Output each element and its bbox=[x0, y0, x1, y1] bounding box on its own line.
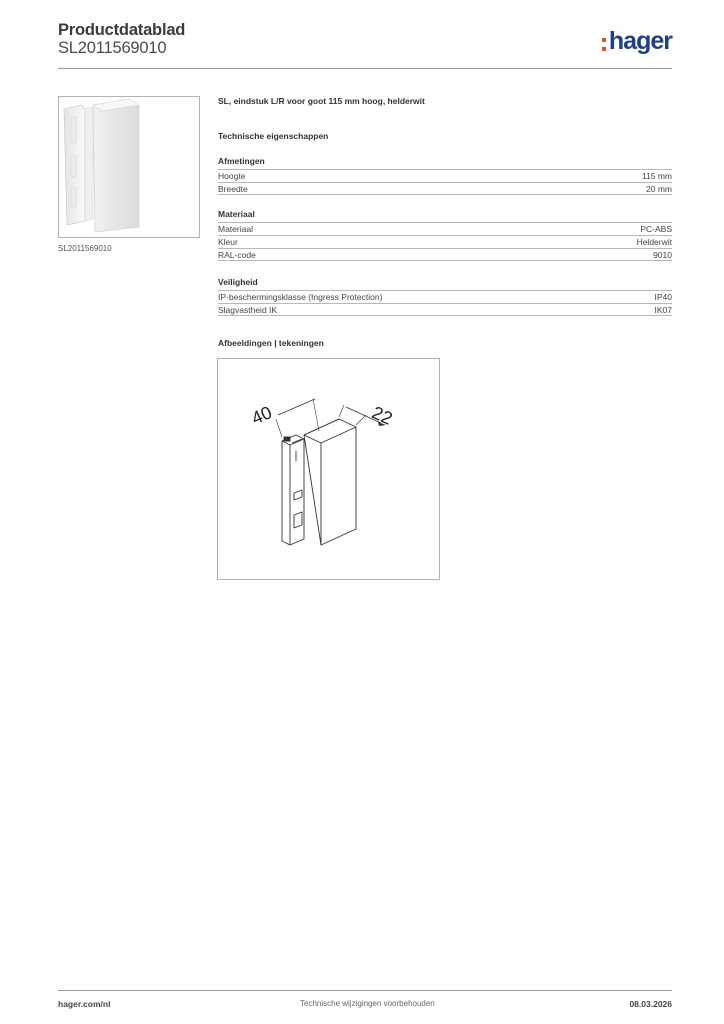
hager-logo bbox=[602, 27, 672, 56]
property-value: 115 mm bbox=[641, 171, 672, 181]
property-row bbox=[218, 290, 672, 302]
property-row bbox=[218, 248, 672, 261]
property-row bbox=[218, 169, 672, 181]
property-label: RAL-code bbox=[218, 250, 256, 260]
footer-website-link[interactable]: hager.com/nl bbox=[58, 999, 111, 1009]
document-title: Productdatablad bbox=[58, 21, 186, 39]
logo-colon-icon bbox=[602, 38, 606, 51]
property-label: Slagvastheid IK bbox=[218, 305, 278, 315]
footer-disclaimer: Technische wijzigingen voorbehouden bbox=[300, 999, 435, 1008]
dimension-label-depth: 40 bbox=[248, 402, 275, 429]
product-image bbox=[58, 96, 200, 238]
product-image-caption: SL2011569010 bbox=[58, 244, 112, 253]
property-label: Hoogte bbox=[218, 171, 246, 181]
drawings-title: Afbeeldingen | tekeningen bbox=[218, 338, 324, 348]
property-value: IP40 bbox=[654, 292, 672, 302]
property-label: Materiaal bbox=[218, 224, 253, 234]
property-row bbox=[218, 182, 672, 195]
property-value: PC-ABS bbox=[640, 224, 672, 234]
section-title-afmetingen: Afmetingen bbox=[218, 156, 265, 166]
section-title-materiaal: Materiaal bbox=[218, 209, 255, 219]
end-cap-photo-icon bbox=[59, 97, 199, 237]
footer-divider bbox=[58, 990, 672, 991]
dimension-label-width: 22 bbox=[368, 402, 396, 429]
property-value: 9010 bbox=[653, 250, 672, 260]
property-label: IP-beschermingsklasse (Ingress Protection) bbox=[218, 292, 383, 302]
property-row bbox=[218, 222, 672, 234]
property-value: 20 mm bbox=[646, 184, 672, 194]
property-row bbox=[218, 303, 672, 316]
product-code: SL2011569010 bbox=[58, 39, 167, 57]
properties-title: Technische eigenschappen bbox=[218, 131, 329, 141]
product-description: SL, eindstuk L/R voor goot 115 mm hoog, helderwit bbox=[218, 96, 425, 106]
footer-date: 08.03.2026 bbox=[629, 999, 672, 1009]
dimension-drawing-icon bbox=[218, 359, 439, 579]
property-label: Breedte bbox=[218, 184, 248, 194]
logo-text: hager bbox=[608, 27, 672, 55]
technical-drawing bbox=[217, 358, 440, 580]
property-value: IK07 bbox=[654, 305, 672, 315]
property-label: Kleur bbox=[218, 237, 238, 247]
property-row bbox=[218, 235, 672, 247]
header-divider bbox=[58, 68, 672, 69]
section-title-veiligheid: Veiligheid bbox=[218, 277, 258, 287]
property-value: Helderwit bbox=[636, 237, 672, 247]
